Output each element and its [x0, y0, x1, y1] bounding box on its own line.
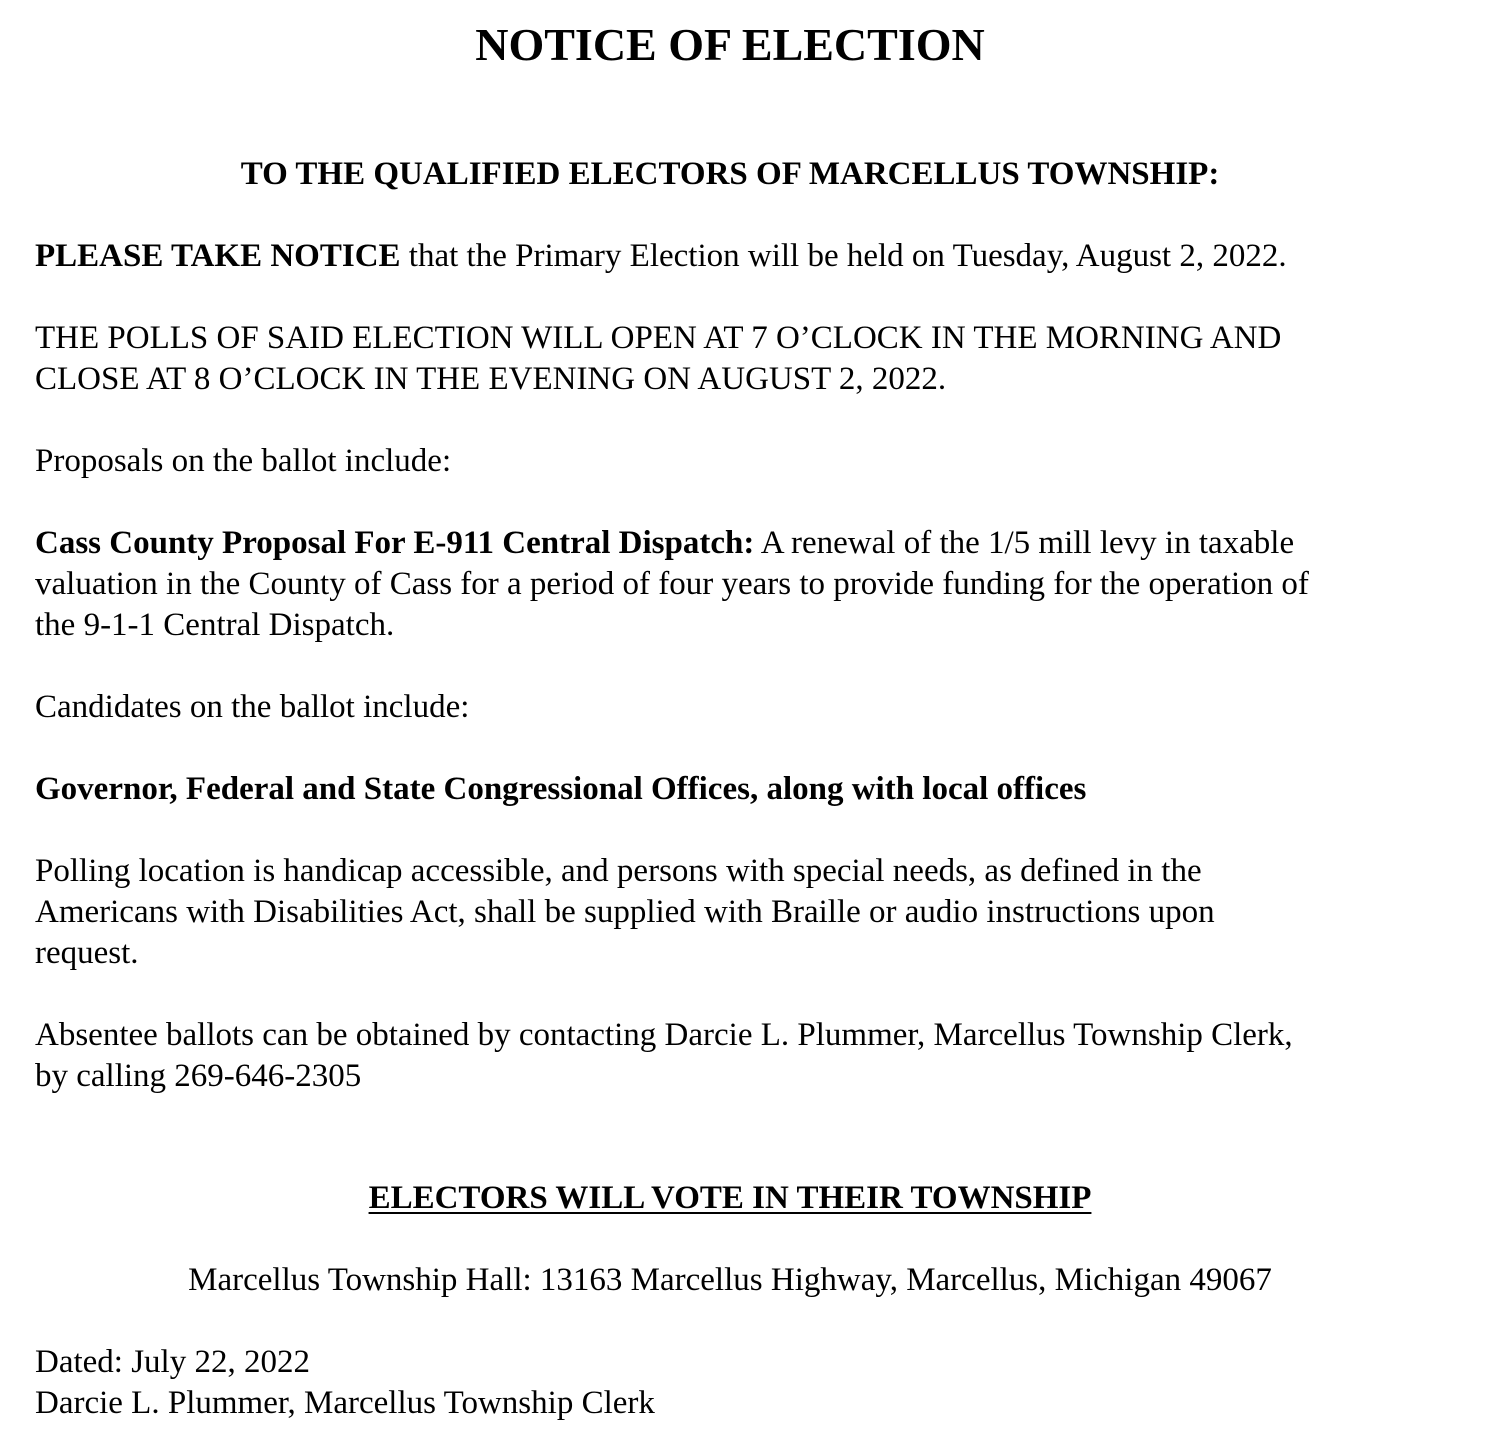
absentee-line-2: by calling 269-646-2305	[35, 1058, 362, 1094]
proposals-intro: Proposals on the ballot include:	[35, 443, 452, 479]
polling-location: Marcellus Township Hall: 13163 Marcellus Highway, Marcellus, Michigan 49067	[188, 1262, 1272, 1298]
clerk-signature: Darcie L. Plummer, Marcellus Township Clerk	[35, 1385, 655, 1421]
proposal-line-1	[35, 523, 1294, 563]
vote-heading: ELECTORS WILL VOTE IN THEIR TOWNSHIP	[368, 1180, 1092, 1216]
candidates-list: Governor, Federal and State Congressional Offices, along with local offices	[35, 771, 1087, 807]
proposal-title: Cass County Proposal For E-911 Central Dispatch:	[35, 525, 755, 561]
accessibility-line-1: Polling location is handicap accessible, and persons with special needs, as defined in the	[35, 853, 1202, 889]
polls-line-1: THE POLLS OF SAID ELECTION WILL OPEN AT 7 O’CLOCK IN THE MORNING AND	[35, 320, 1282, 356]
dated-line: Dated: July 22, 2022	[35, 1344, 310, 1380]
polls-line-2: CLOSE AT 8 O’CLOCK IN THE EVENING ON AUGUST 2, 2022.	[35, 361, 947, 397]
candidates-intro: Candidates on the ballot include:	[35, 689, 470, 725]
addressee-heading: TO THE QUALIFIED ELECTORS OF MARCELLUS TOWNSHIP:	[240, 156, 1220, 192]
absentee-line-1: Absentee ballots can be obtained by contacting Darcie L. Plummer, Marcellus Township Clerk,	[35, 1017, 1293, 1053]
document-title: NOTICE OF ELECTION	[475, 19, 985, 70]
notice-rest: that the Primary Election will be held on Tuesday, August 2, 2022.	[400, 238, 1287, 274]
proposal-text: A renewal of the 1/5 mill levy in taxable	[754, 525, 1295, 561]
accessibility-line-2: Americans with Disabilities Act, shall be supplied with Braille or audio instructions upon	[35, 894, 1215, 930]
proposal-line-3: the 9-1-1 Central Dispatch.	[35, 607, 395, 643]
vote-heading-row	[0, 1178, 1460, 1218]
accessibility-line-3: request.	[35, 935, 139, 971]
notice-paragraph	[35, 236, 1287, 276]
notice-lead: PLEASE TAKE NOTICE	[35, 238, 401, 274]
proposal-line-2: valuation in the County of Cass for a period of four years to provide funding for the operation of	[35, 566, 1309, 602]
